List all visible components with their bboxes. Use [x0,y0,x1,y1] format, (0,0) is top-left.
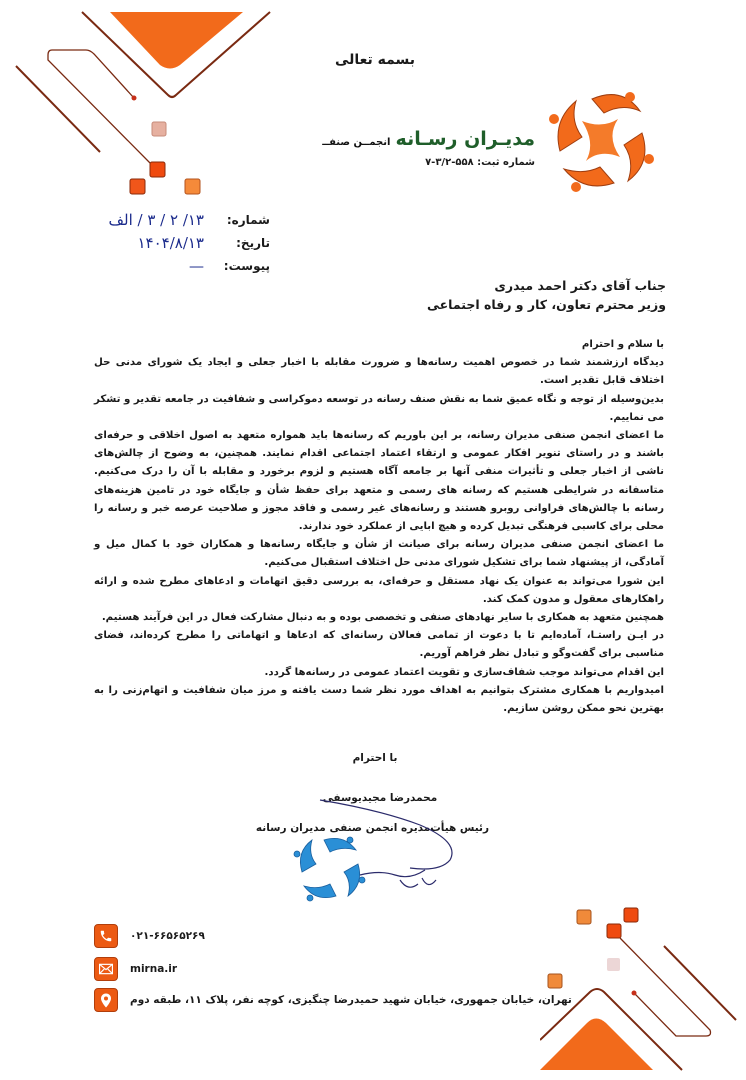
signer-name: محمدرضا مجیدیوسفی [322,792,438,804]
body-paragraph: این شورا می‌تواند به عنوان یک نهاد مستقل و حرفه‌ای، به بررسی دقیق اتهامات و ادعاهای مطرح شده و ارائه راهکارهای معقول و مدون کمک کند. [94,575,664,605]
letter-meta [80,208,270,277]
decor-square-orange-2 [548,974,562,988]
decor-square-orange [577,910,591,924]
letter-body [94,336,664,718]
decor-orange-triangle [110,12,243,69]
contact-web [94,957,177,981]
meta-number-row [80,208,270,231]
decor-diagonal-line [16,66,100,152]
decor-square-faded [152,122,166,136]
greeting: با سلام و احترام [581,339,664,350]
recipient-name: جناب آقای دکتر احمد میدری [494,278,666,293]
signer-title: رئیس هیأت‌مدیره انجمن صنفی مدیران رسانه [255,822,490,834]
handwritten-signature [300,780,500,900]
decor-bent-line [48,50,152,165]
decor-orange-triangle [540,1019,653,1071]
meta-attachment-row [80,254,270,277]
decor-square-orange [185,179,200,194]
body-paragraph: بدین‌وسیله از توجه و نگاه عمیق شما به نقش صنف رسانه در توسعه دموکراسی و شفافیت در جامعه تقدیر و تشکر می نماییم. [94,393,664,423]
attachment-value: — [189,256,204,275]
number-label: شماره: [226,212,270,227]
closing-salutation: با احترام [352,752,398,764]
mail-icon [94,957,118,981]
attachment-label: پیوست: [223,258,270,273]
decor-square-red [624,908,638,922]
logo-swirl [549,92,654,192]
org-name-main: مدیـران رسـانه [395,128,535,150]
body-paragraph: امیدواریم با همکاری مشترک بتوانیم به اهداف مورد نظر شما دست یافته و مرز میان شفافیت و اتهام‌زنی را به بهترین نحو ممکن روشن سازیم. [94,684,664,715]
location-pin-icon [94,988,118,1012]
decor-square-red [150,162,165,177]
top-left-decoration [0,0,300,200]
meta-date-row [80,231,270,254]
body-paragraph: این اقدام می‌تواند موجب شفاف‌سازی و تقویت اعتماد عمومی در رسانه‌ها گردد. [264,666,664,678]
bismillah-heading: بسمه تعالی [334,52,416,68]
phone-icon [94,924,118,948]
org-logo [545,84,660,199]
decor-square-red-2 [607,924,621,938]
org-name-prefix: انجمــن صنفــ [322,137,391,148]
date-value: ۱۴۰۴/۸/۱۳ [137,233,204,252]
recipient-block [427,276,666,314]
body-paragraph: در ایـن راستـا، آماده‌ایم تا با دعوت از تمامی فعالان رسانه‌ای که ادعاها و اتهاماتی را مطرح کرده‌اند، فضای مناسبی برای گفت‌وگو و تبادل نظر فراهم آوریم. [94,630,664,660]
body-paragraph: دیدگاه ارزشمند شما در خصوص اهمیت رسانه‌ها و ضرورت مقابله با اخبار جعلی و ایجاد یک شورای مدنی حل اختلاف قابل تقدیر است. [94,357,664,387]
contact-address [94,988,572,1012]
body-paragraph: ما اعضای انجمن صنفی مدیران رسانه برای صیانت از شأن و جایگاه رسانه‌ها و همکاران خود با کمال میل و آمادگی، از پیشنهاد شما برای تشکیل شورای مدنی حل اختلاف استقبال می‌کنیم. [94,539,664,569]
decor-square-red-2 [130,179,145,194]
date-label: تاریخ: [236,235,270,250]
registration-number: شماره ثبت: ۵۵۸-۳/۲-۷ [425,157,535,168]
contact-phone [94,924,205,948]
bottom-right-decoration [540,880,746,1080]
body-paragraph: ما اعضای انجمن صنفی مدیران رسانه، بر این باوریم که رسانه‌ها باید همواره متعهد به اصول اخلاقی و حرفه‌ای باشند و در راستای تنویر افکار عمومی و ارتقاء اعتماد اجتماعی اقدام نمایند. همچنین، به وضوح از چالش‌های ناشی از اخبار جعلی و تأثیرات منفی آنها بر جامعه آگاه هستیم و لزوم برخورد و مقابله با آن را درک می‌کنیم. متاسفانه در شرایطی هستیم که رسانه های رسمی و متعهد برای حفظ شأن و جایگاه خود در تامین هزینه‌های رسانه با چالش‌های فراوانی روبرو هستند و رسانه‌های غیر رسمی و فاقد مجوز و صلاحیت عرصه خبر و رسانه را محلی برای کاسبی فرهنگی تبدیل کرده و هیچ ابایی از عملکرد خود ندارند. [94,430,664,533]
recipient-position: وزیر محترم تعاون، کار و رفاه اجتماعی [426,297,666,312]
org-name [320,128,535,150]
website-link[interactable]: mirna.ir [130,963,178,975]
decor-square-faded [607,958,620,971]
body-paragraph: همچنین متعهد به همکاری با سایر نهادهای صنفی و تخصصی بوده و به دنبال مشارکت فعال در این فرآیند هستیم. [101,612,664,624]
number-value: ۱۳/ ۲ / ۳ / الف [108,210,204,229]
decor-dot [632,991,637,996]
decor-dot [132,96,137,101]
phone-number: ۰۲۱-۶۶۵۶۵۲۶۹ [130,930,205,942]
decor-diagonal-line [664,946,736,1020]
address-text: تهران، خیابان جمهوری، خیابان شهید حمیدرضا چنگیزی، کوچه نفر، پلاک ۱۱، طبقه دوم [130,994,572,1006]
